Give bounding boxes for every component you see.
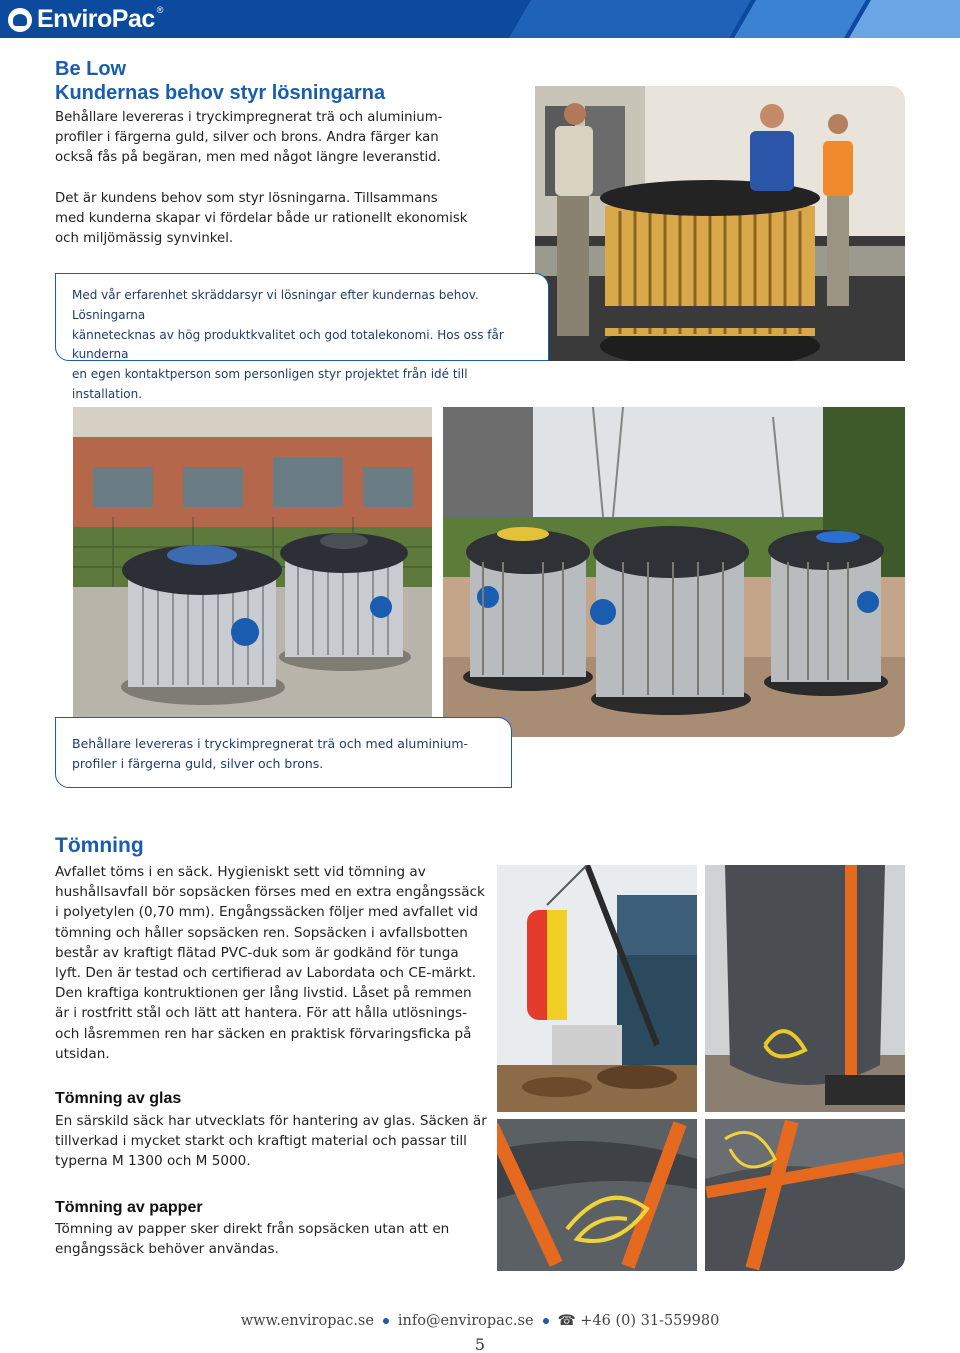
section-title: Kundernas behov styr lösningarna bbox=[55, 82, 386, 104]
brand-logo[interactable] bbox=[8, 5, 163, 34]
enviropac-logo-icon bbox=[8, 8, 32, 32]
email-link[interactable]: info@enviropac.se bbox=[397, 1313, 534, 1329]
emptying-paragraph bbox=[55, 862, 485, 1064]
photo-crane-lifting-sack bbox=[497, 865, 697, 1112]
section-title: Tömning bbox=[55, 834, 144, 857]
text-line: och miljömässig synvinkel. bbox=[55, 231, 234, 247]
photo-sack-straps-closeup bbox=[705, 1119, 905, 1271]
separator-dot bbox=[383, 1318, 389, 1324]
photo-hanging-grey-sack bbox=[705, 865, 905, 1112]
text-line: Den kraftiga kontruktionen ger lång livstid. Låset på remmen bbox=[55, 985, 472, 1002]
text-line: med kunderna skapar vi fördelar både ur rationellt ekonomisk bbox=[55, 211, 468, 227]
page-number: 5 bbox=[474, 1335, 486, 1353]
photo-silver-containers bbox=[73, 407, 432, 717]
text-line: Avfallet töms i en säck. Hygieniskt sett vid tömning av bbox=[55, 864, 426, 880]
text-line: lyft. Den är testad och certifierad av Labordata och CE-märkt. bbox=[55, 965, 477, 982]
footer-contact bbox=[0, 1313, 960, 1329]
text-line: i polyetylen (0,70 mm). Engångssäcken följer med avfallet vid bbox=[55, 904, 479, 921]
caption-line: Behållare levereras i tryckimpregnerat trä och med aluminium- bbox=[72, 736, 469, 751]
text-line: utsidan. bbox=[55, 1045, 110, 1062]
header-band bbox=[0, 0, 960, 38]
caption-box bbox=[55, 717, 512, 788]
phone-icon: ☎ bbox=[557, 1313, 576, 1329]
text-line: också fås på begäran, men med något längre leveranstid. bbox=[55, 150, 441, 166]
intro-paragraph bbox=[55, 108, 442, 169]
registered-mark: ® bbox=[156, 5, 164, 15]
text-line: typerna M 1300 och M 5000. bbox=[55, 1153, 251, 1170]
text-line: tömning och håller sopsäcken ren. Sopsäcken i avfallsbotten bbox=[55, 924, 468, 941]
text-line: tillverkad i mycket starkt och kraftigt material och passar till bbox=[55, 1133, 467, 1150]
brand-name: EnviroPac bbox=[37, 5, 155, 33]
callout-line: Med vår erfarenhet skräddarsyr vi lösningar efter kundernas behov. Lösningarna bbox=[72, 288, 479, 322]
text-line: En särskild säck har utvecklats för hantering av glas. Säcken är bbox=[55, 1113, 487, 1129]
text-line: Tömning av papper sker direkt från sopsäcken utan att en bbox=[55, 1221, 450, 1237]
text-line: Det är kundens behov som styr lösningarna. Tillsammans bbox=[55, 191, 438, 206]
caption-line: profiler i färgerna guld, silver och brons. bbox=[72, 755, 324, 771]
header-stripe bbox=[849, 0, 960, 38]
text-line: hushållsavfall bör sopsäcken förses med en extra engångssäck bbox=[55, 884, 485, 901]
photo-three-containers bbox=[443, 407, 905, 737]
text-line: profiler i färgerna guld, silver och brons. Andra färger kan bbox=[55, 130, 439, 146]
phone-number: +46 (0) 31-559980 bbox=[580, 1313, 720, 1329]
header-stripe bbox=[734, 0, 866, 38]
subheading-glass: Tömning av glas bbox=[55, 1090, 182, 1107]
text-line: Behållare levereras i tryckimpregnerat trä och aluminium- bbox=[55, 110, 443, 125]
photo-people-with-container bbox=[535, 86, 905, 361]
section-kicker: Be Low bbox=[55, 58, 127, 80]
glass-paragraph bbox=[55, 1111, 487, 1172]
text-line: består av kraftigt flätad PVC-duk som är godkänd för tunga bbox=[55, 944, 459, 961]
text-line: är i rostfritt stål och lätt att hantera. För att hålla utlösnings- bbox=[55, 1005, 468, 1022]
website-link[interactable]: www.enviropac.se bbox=[240, 1313, 374, 1329]
callout-box bbox=[55, 273, 549, 401]
needs-paragraph bbox=[55, 189, 467, 250]
callout-line: kännetecknas av hög produktkvalitet och god totalekonomi. Hos oss får kunderna bbox=[72, 327, 504, 362]
paper-paragraph bbox=[55, 1219, 449, 1259]
subheading-paper: Tömning av papper bbox=[55, 1199, 203, 1216]
separator-dot bbox=[543, 1318, 549, 1324]
callout-line: en egen kontaktperson som personligen styr projektet från idé till installation. bbox=[72, 367, 468, 401]
text-line: och låsremmen ren har säcken en praktisk förvaringsficka på bbox=[55, 1025, 472, 1042]
text-line: engångssäck behöver användas. bbox=[55, 1241, 279, 1258]
photo-sack-rope-closeup bbox=[497, 1119, 697, 1271]
header-stripe bbox=[509, 0, 751, 38]
